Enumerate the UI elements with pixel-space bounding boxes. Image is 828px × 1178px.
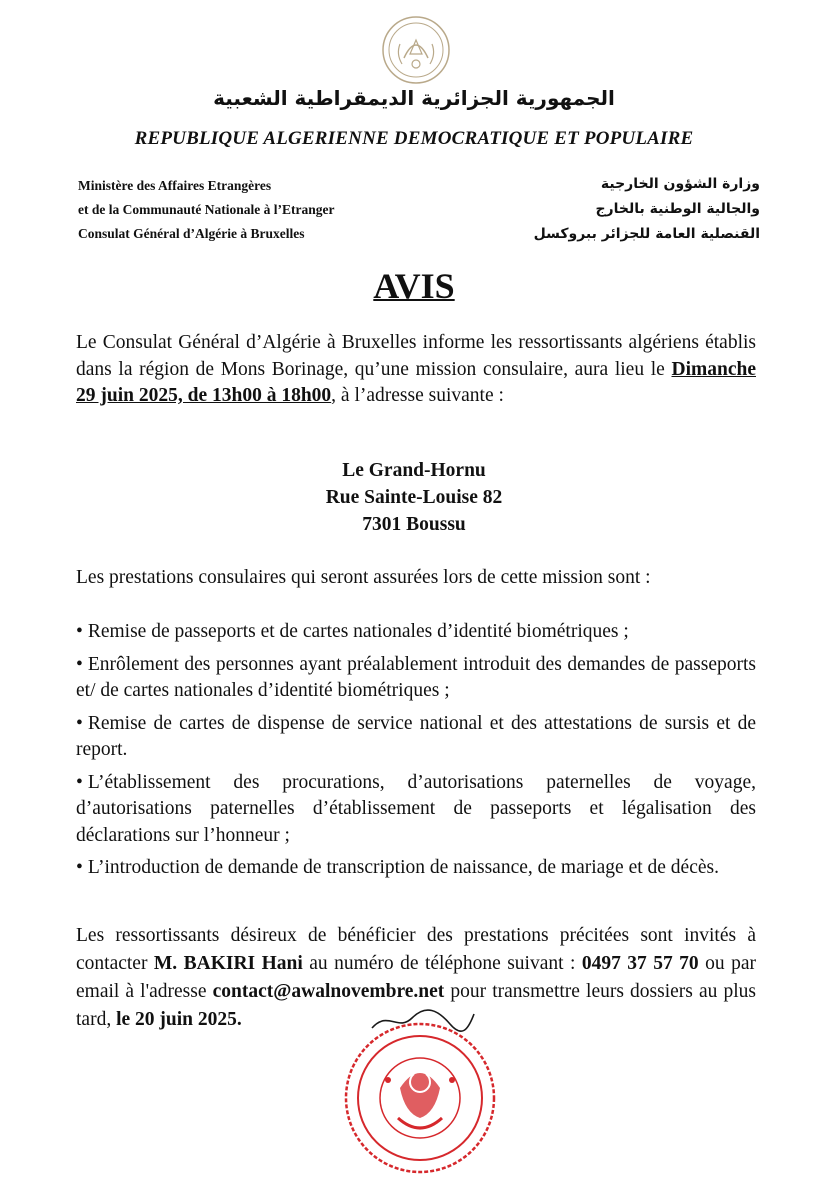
list-item-text: Remise de passeports et de cartes nationales d’identité biométriques ; <box>87 621 629 642</box>
address-line: 7301 Boussu <box>362 514 466 535</box>
address-line: Le Grand-Hornu <box>342 460 486 481</box>
list-item <box>76 855 756 882</box>
intro-paragraph <box>76 330 756 410</box>
list-item <box>76 770 756 850</box>
signature-icon <box>368 1006 478 1036</box>
address-block <box>0 457 828 538</box>
official-seal-icon <box>340 1018 500 1178</box>
list-item-text: Enrôlement des personnes ayant préalablement introduit des demandes de passeports et/ de cartes nationales d’identité biométriques ; <box>76 653 756 701</box>
bullet-icon: • <box>76 712 83 734</box>
mission-date: Dimanche 29 juin 2025, de 13h00 à 18h00 <box>76 358 756 406</box>
intro-text-end: , à l’adresse suivante : <box>331 385 504 406</box>
services-list <box>76 619 756 888</box>
closing-text: pour transmettre leurs dossiers au plus tard, <box>76 981 756 1030</box>
list-item-text: L’établissement des procurations, d’autorisations paternelles de voyage, d’autorisations paternelles d’établissement de passeports et légalisation des déclarations sur l’honneur ; <box>76 771 756 846</box>
ministry-ar-line: والجالية الوطنية بالخارج <box>595 201 760 217</box>
contact-email-link[interactable]: contact@awalnovembre.net <box>212 981 445 1002</box>
list-item <box>76 711 756 764</box>
closing-text: ou par email à l'adresse <box>76 953 756 1002</box>
address-line: Rue Sainte-Louise 82 <box>325 487 503 508</box>
ministry-block-ar <box>440 172 760 247</box>
contact-phone[interactable]: 0497 37 57 70 <box>581 953 699 974</box>
closing-text: au numéro de téléphone suivant : <box>302 953 582 974</box>
algeria-emblem-icon <box>380 14 452 86</box>
bullet-icon: • <box>76 857 83 878</box>
bullet-icon: • <box>76 621 83 642</box>
contact-name: M. BAKIRI Hani <box>153 953 303 974</box>
ministry-fr-line: Consulat Général d’Algérie à Bruxelles <box>78 226 305 241</box>
services-intro: Les prestations consulaires qui seront assurées lors de cette mission sont : <box>76 567 651 588</box>
closing-text: Les ressortissants désireux de bénéficier des prestations précitées sont invités à contacter <box>76 925 756 974</box>
page-title: AVIS <box>373 266 455 306</box>
list-item-text: Remise de cartes de dispense de service national et des attestations de sursis et de report. <box>76 712 756 760</box>
ministry-ar-line: القنصلية العامة للجزائر ببروكسل <box>533 226 760 242</box>
header-french-republic: REPUBLIQUE ALGERIENNE DEMOCRATIQUE ET POPULAIRE <box>134 128 694 149</box>
ministry-fr-line: et de la Communauté Nationale à l’Etranger <box>78 202 335 217</box>
list-item-text: L’introduction de demande de transcription de naissance, de mariage et de décès. <box>87 857 719 878</box>
ministry-ar-line: وزارة الشؤون الخارجية <box>600 176 760 192</box>
list-item <box>76 619 756 646</box>
bullet-icon: • <box>76 653 83 675</box>
bullet-icon: • <box>76 771 83 793</box>
list-item <box>76 652 756 705</box>
header-arabic-republic: الجمهورية الجزائرية الديمقراطية الشعبية <box>213 86 615 110</box>
ministry-block-fr <box>78 174 438 246</box>
intro-text: Le Consulat Général d’Algérie à Bruxelles informe les ressortissants algériens établis dans la région de Mons Borinage, qu’une mission consulaire, aura lieu le <box>76 332 756 380</box>
deadline-date: le 20 juin 2025. <box>116 1009 242 1030</box>
ministry-fr-line: Ministère des Affaires Etrangères <box>78 178 272 193</box>
